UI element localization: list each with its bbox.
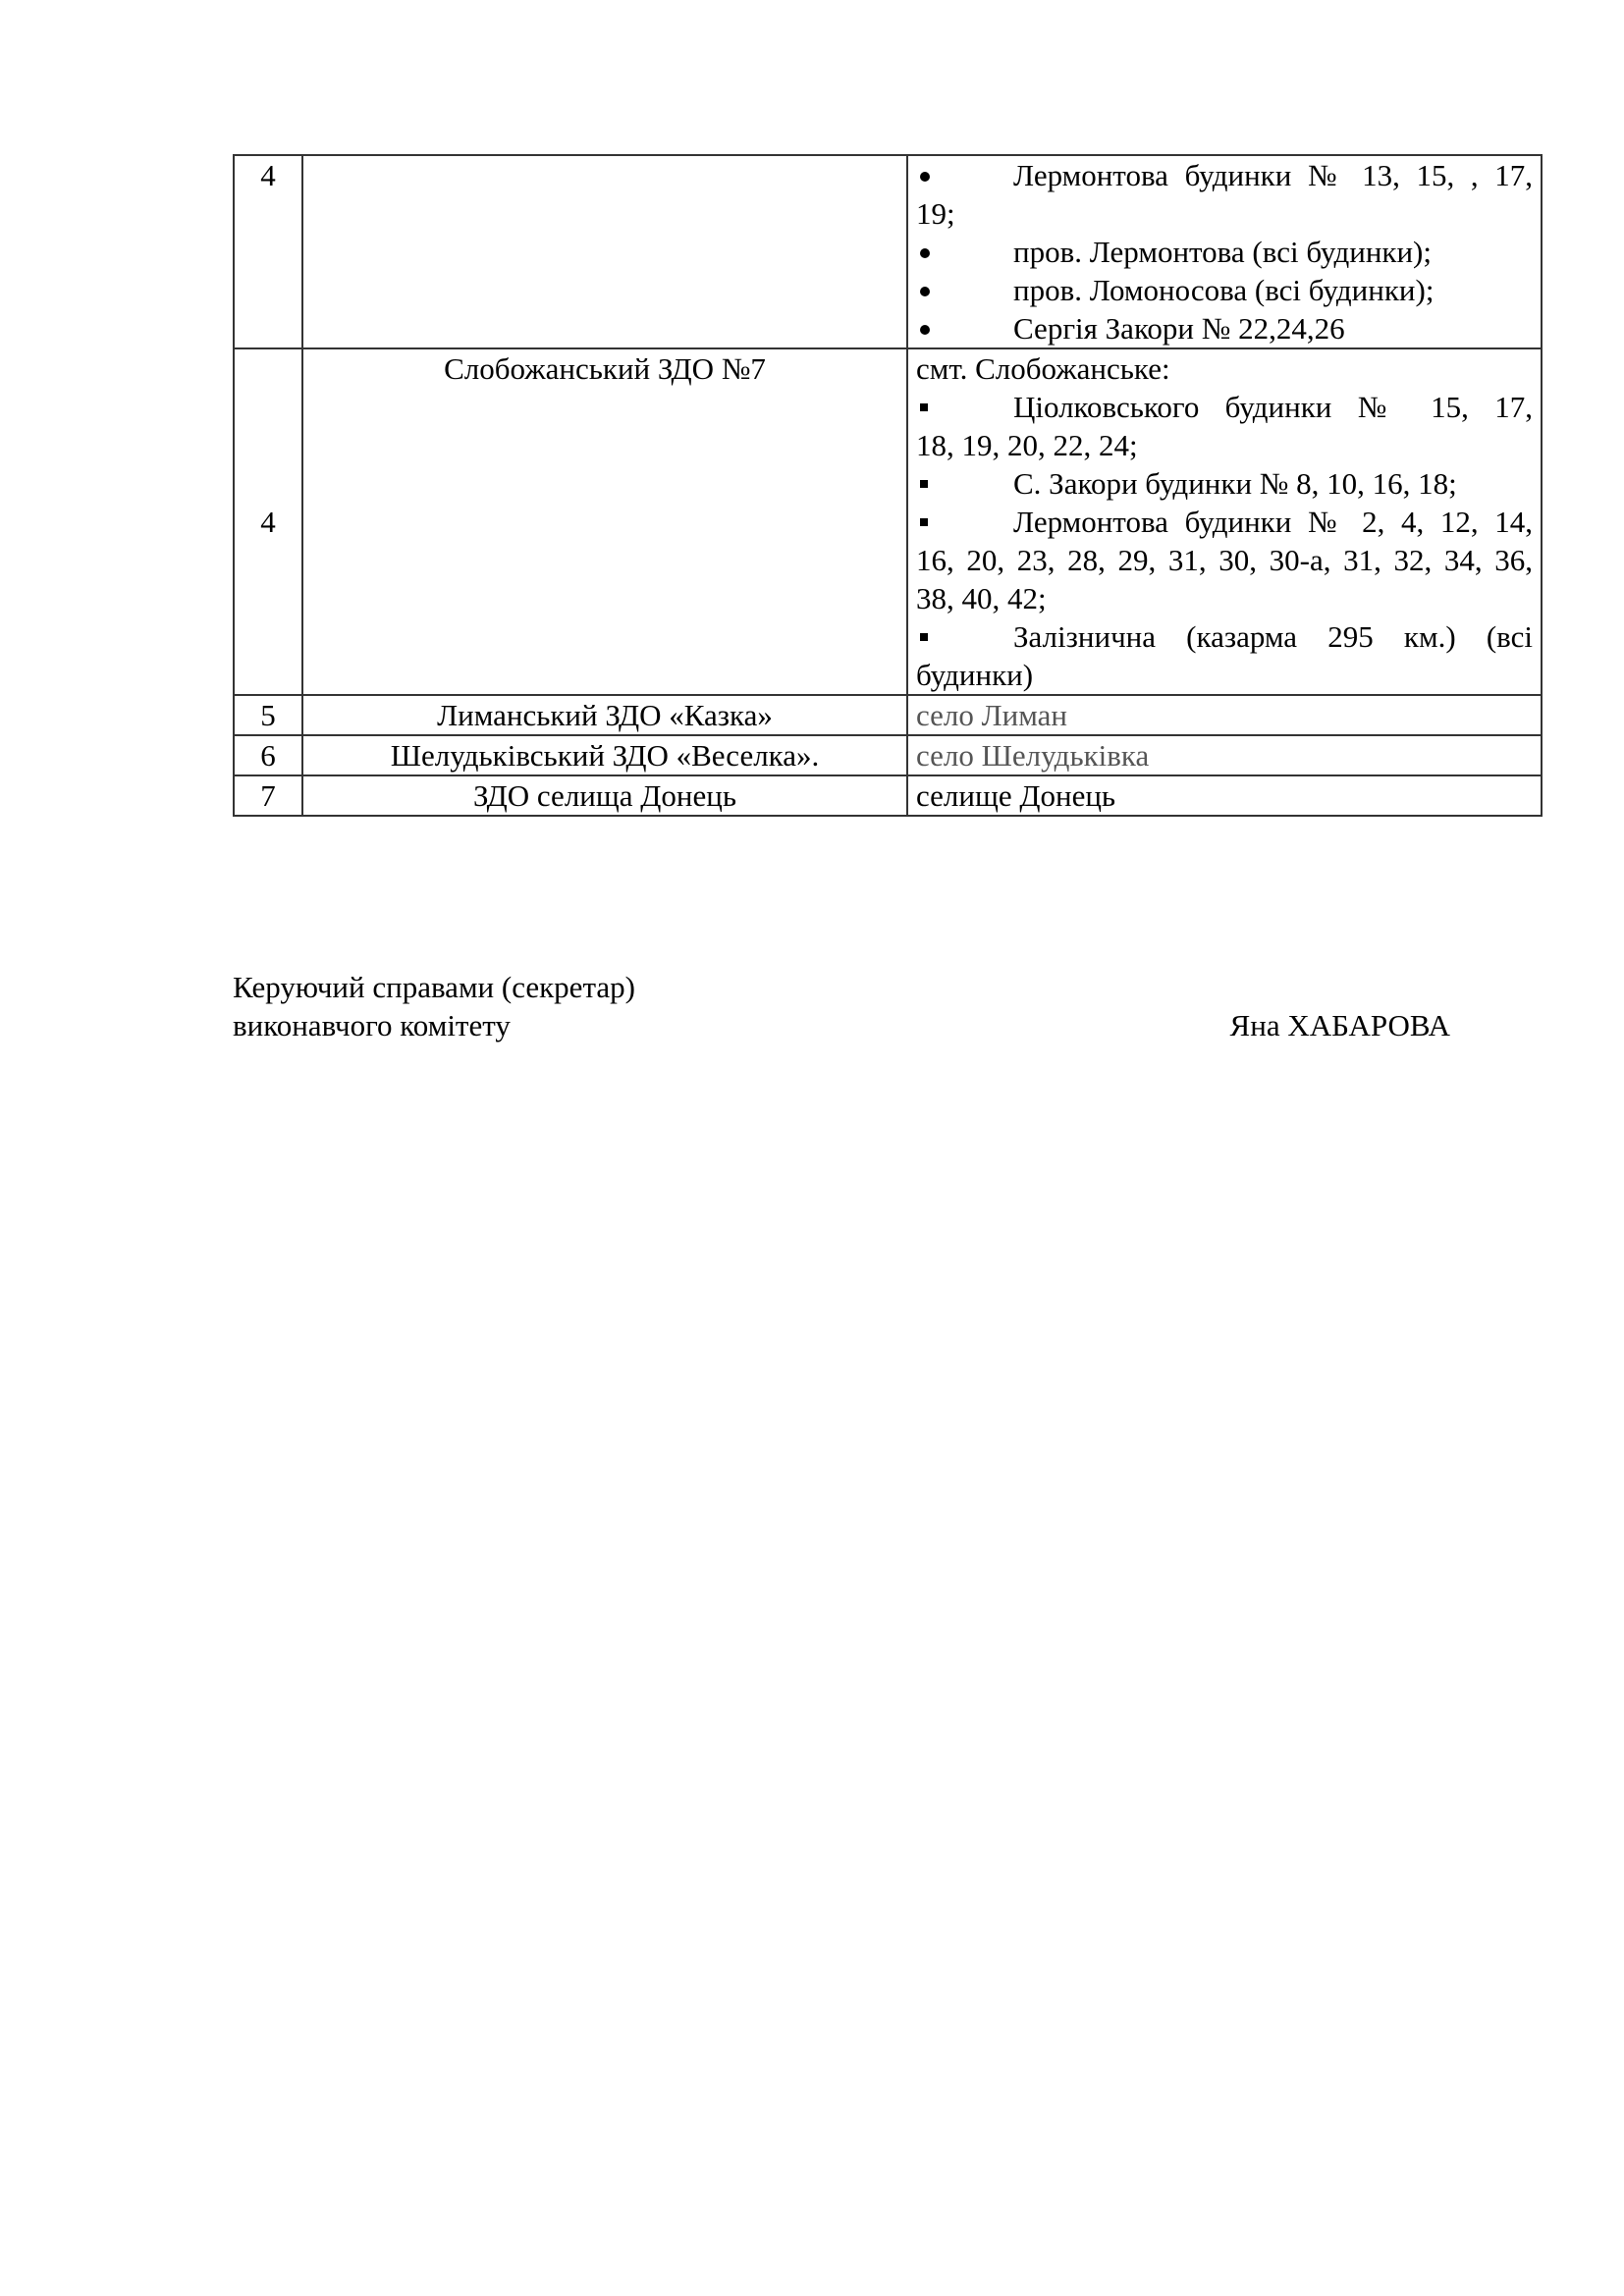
list-item: Сергія Закори № 22,24,26 — [916, 309, 1533, 347]
table-row — [234, 695, 1542, 735]
list-item: Ціолковського будинки № 15, 17, — [916, 388, 1533, 426]
bullet-square-icon — [920, 403, 928, 411]
list-item-continuation: будинки) — [916, 658, 1034, 692]
institution-name: ЗДО селища Донець — [302, 775, 907, 816]
bullet-dot-icon — [920, 172, 930, 182]
row-number: 6 — [234, 735, 302, 775]
row-number: 7 — [234, 775, 302, 816]
table-row — [234, 775, 1542, 816]
bullet-square-icon — [920, 633, 928, 641]
list-item: С. Закори будинки № 8, 10, 16, 18; — [916, 464, 1533, 503]
list-item: Лермонтова будинки № 2, 4, 12, 14, — [916, 503, 1533, 541]
table-row — [234, 155, 1542, 348]
address-header: смт. Слобожанське: — [916, 351, 1170, 386]
bullet-dot-icon — [920, 248, 930, 258]
list-item-continuation: 19; — [916, 196, 955, 231]
institution-name — [302, 155, 907, 348]
table-row — [234, 348, 1542, 695]
signatory-title-line1: Керуючий справами (секретар) — [233, 970, 635, 1004]
row-number: 4 — [234, 155, 302, 348]
address-cell — [907, 348, 1542, 695]
list-item-continuation: 16, 20, 23, 28, 29, 31, 30, 30-а, 31, 32, 34, 36, — [916, 543, 1533, 577]
list-item-continuation: 38, 40, 42; — [916, 581, 1047, 615]
row-number: 5 — [234, 695, 302, 735]
address-assignment-table — [233, 154, 1543, 817]
list-item: Залізнична (казарма 295 км.) (всі — [916, 617, 1533, 656]
row-number: 4 — [234, 348, 302, 695]
list-item-continuation: 18, 19, 20, 22, 24; — [916, 428, 1138, 462]
signatory-name: Яна ХАБАРОВА — [1229, 1008, 1450, 1042]
signatory-title-line2: виконавчого комітету — [233, 1008, 511, 1042]
bullet-square-icon — [920, 518, 928, 526]
table-row — [234, 735, 1542, 775]
list-item: Лермонтова будинки № 13, 15, , 17, — [916, 156, 1533, 194]
address-cell: селище Донець — [907, 775, 1542, 816]
address-cell — [907, 155, 1542, 348]
signature-block — [233, 968, 1450, 1044]
address-cell: село Шелудьківка — [907, 735, 1542, 775]
institution-name: Лиманський ЗДО «Казка» — [302, 695, 907, 735]
institution-name: Слобожанський ЗДО №7 — [302, 348, 907, 695]
bullet-dot-icon — [920, 287, 930, 296]
bullet-dot-icon — [920, 325, 930, 335]
list-item: пров. Лермонтова (всі будинки); — [916, 233, 1533, 271]
list-item: пров. Ломоносова (всі будинки); — [916, 271, 1533, 309]
address-cell: село Лиман — [907, 695, 1542, 735]
institution-name: Шелудьківський ЗДО «Веселка». — [302, 735, 907, 775]
bullet-square-icon — [920, 480, 928, 488]
